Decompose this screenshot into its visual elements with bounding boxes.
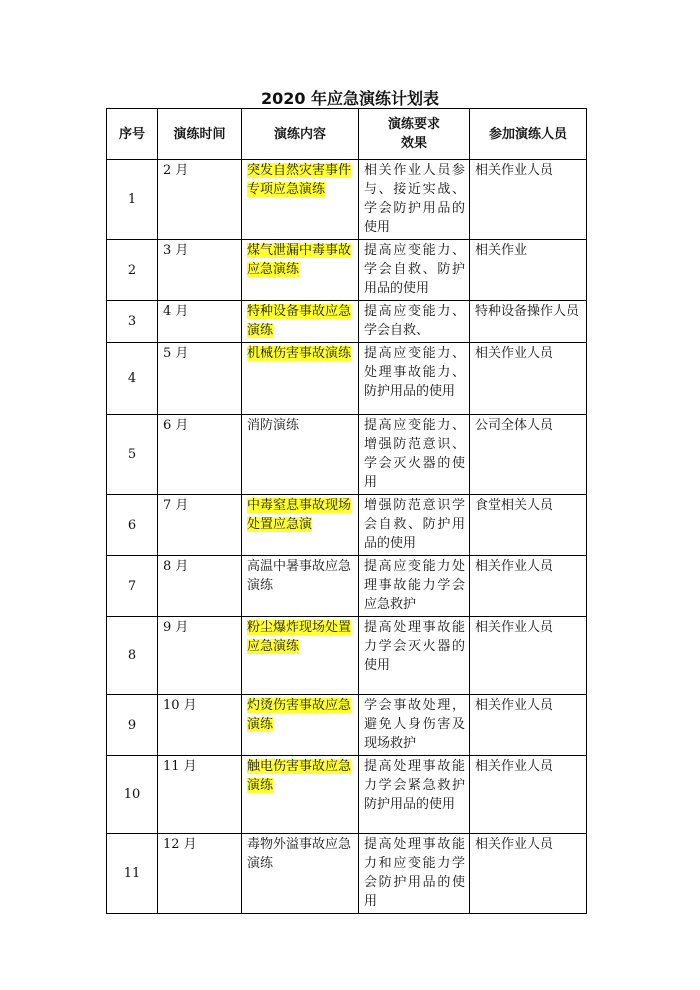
- table-row: [107, 495, 587, 556]
- row-requirement: 提高应变能力、增强防范意识、学会灭火器的使用: [359, 415, 470, 495]
- table-row: [107, 160, 587, 240]
- table-row: [107, 695, 587, 756]
- row-requirement: 增强防范意识学会自救、防护用品的使用: [359, 495, 470, 556]
- row-content-text: 突发自然灾害事件专项应急演练: [247, 163, 352, 197]
- row-content-text: 触电伤害事故应急演练: [247, 759, 352, 793]
- row-time: 3 月: [158, 240, 242, 301]
- row-people: 相关作业人员: [470, 834, 587, 914]
- row-content-text: 高温中暑事故应急演练: [247, 559, 352, 593]
- row-time: 8 月: [158, 556, 242, 617]
- row-time: 4 月: [158, 301, 242, 343]
- row-people: 相关作业人员: [470, 617, 587, 695]
- header-requirement-line2: 效果: [400, 136, 427, 151]
- row-content-text: 煤气泄漏中毒事故应急演练: [247, 243, 352, 277]
- header-seq: 序号: [107, 109, 158, 160]
- row-seq: 10: [107, 756, 158, 834]
- row-content: [242, 695, 359, 756]
- page-title: 2020 年应急演练计划表: [260, 89, 440, 108]
- row-content: [242, 556, 359, 617]
- row-requirement: 提高应变能力、学会自救、防护用品的使用: [359, 240, 470, 301]
- row-content: [242, 495, 359, 556]
- row-content: [242, 301, 359, 343]
- row-content-text: 机械伤害事故演练: [247, 346, 352, 361]
- row-time: 11 月: [158, 756, 242, 834]
- header-people: 参加演练人员: [470, 109, 587, 160]
- row-seq: 11: [107, 834, 158, 914]
- row-requirement: 相关作业人员参与、接近实战、学会防护用品的使用: [359, 160, 470, 240]
- table-header-row: [107, 109, 587, 160]
- row-people: 相关作业人员: [470, 160, 587, 240]
- row-content: [242, 415, 359, 495]
- row-time: 6 月: [158, 415, 242, 495]
- row-people: 相关作业人员: [470, 556, 587, 617]
- row-time: 5 月: [158, 343, 242, 415]
- row-seq: 3: [107, 301, 158, 343]
- table-row: [107, 617, 587, 695]
- row-requirement: 提高应变能力处理事故能力学会应急救护: [359, 556, 470, 617]
- row-seq: 2: [107, 240, 158, 301]
- row-people: 特种设备操作人员: [470, 301, 587, 343]
- table-row: [107, 415, 587, 495]
- row-time: 10 月: [158, 695, 242, 756]
- header-time: 演练时间: [158, 109, 242, 160]
- row-people: 相关作业: [470, 240, 587, 301]
- header-content: 演练内容: [242, 109, 359, 160]
- row-content-text: 消防演练: [247, 418, 300, 433]
- row-content-text: 灼烫伤害事故应急演练: [247, 698, 352, 732]
- row-seq: 6: [107, 495, 158, 556]
- row-requirement: 学会事故处理，避免人身伤害及现场救护: [359, 695, 470, 756]
- row-people: 相关作业人员: [470, 343, 587, 415]
- row-content-text: 中毒窒息事故现场处置应急演: [247, 498, 352, 532]
- row-seq: 7: [107, 556, 158, 617]
- table-row: [107, 834, 587, 914]
- row-time: 9 月: [158, 617, 242, 695]
- table-row: [107, 556, 587, 617]
- row-requirement: 提高应变能力、学会自救、: [359, 301, 470, 343]
- row-requirement: 提高应变能力、处理事故能力、防护用品的使用: [359, 343, 470, 415]
- header-requirement: [359, 109, 470, 160]
- row-time: 12 月: [158, 834, 242, 914]
- row-requirement: 提高处理事故能力学会灭火器的使用: [359, 617, 470, 695]
- header-requirement-line1: 演练要求: [387, 117, 440, 132]
- row-content: [242, 756, 359, 834]
- row-requirement: 提高处理事故能力学会紧急救护防护用品的使用: [359, 756, 470, 834]
- row-seq: 1: [107, 160, 158, 240]
- row-seq: 8: [107, 617, 158, 695]
- row-people: 相关作业人员: [470, 756, 587, 834]
- row-content: [242, 834, 359, 914]
- row-seq: 4: [107, 343, 158, 415]
- row-content: [242, 240, 359, 301]
- table-row: [107, 343, 587, 415]
- row-people: 食堂相关人员: [470, 495, 587, 556]
- row-content-text: 粉尘爆炸现场处置应急演练: [247, 620, 352, 654]
- table-row: [107, 756, 587, 834]
- row-content-text: 特种设备事故应急演练: [247, 304, 352, 338]
- drill-plan-table: [106, 108, 587, 914]
- row-seq: 9: [107, 695, 158, 756]
- row-time: 2 月: [158, 160, 242, 240]
- row-requirement: 提高处理事故能力和应变能力学会防护用品的使用: [359, 834, 470, 914]
- row-people: 公司全体人员: [470, 415, 587, 495]
- row-content-text: 毒物外溢事故应急演练: [247, 837, 352, 871]
- table-row: [107, 301, 587, 343]
- row-content: [242, 617, 359, 695]
- row-content: [242, 343, 359, 415]
- row-seq: 5: [107, 415, 158, 495]
- row-time: 7 月: [158, 495, 242, 556]
- row-people: 相关作业人员: [470, 695, 587, 756]
- table-row: [107, 240, 587, 301]
- row-content: [242, 160, 359, 240]
